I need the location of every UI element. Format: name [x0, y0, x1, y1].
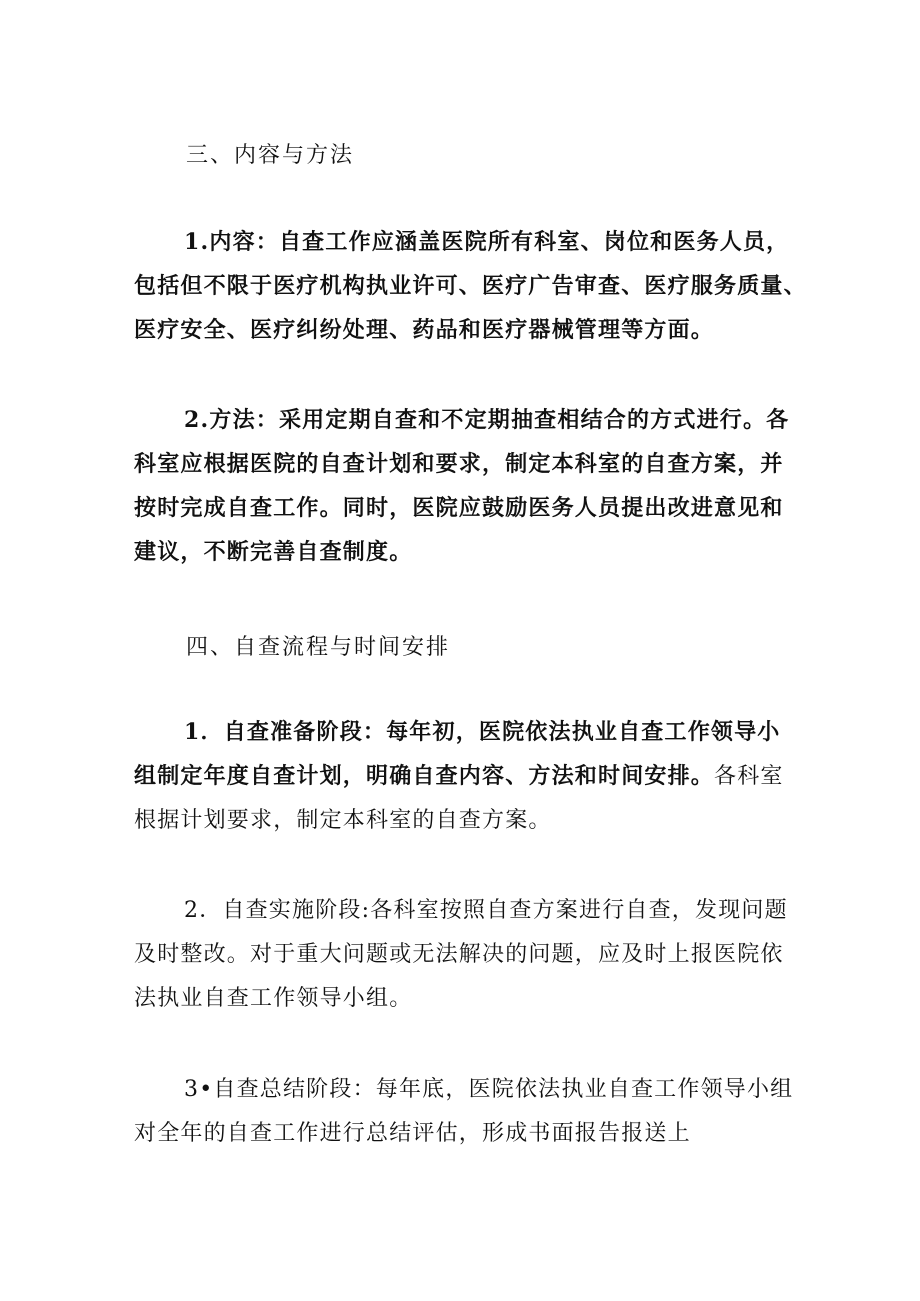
paragraph-line: 科室应根据医院的自查计划和要求，制定本科室的自查方案，并	[134, 451, 784, 477]
paragraph-line-bold-part: 组制定年度自查计划，明确自查内容、方法和时间安排。	[134, 763, 715, 789]
paragraph-line: 3•自查总结阶段：每年底，医院依法执业自查工作领导小组	[184, 1077, 794, 1102]
paragraph-implementation-stage	[134, 889, 814, 1021]
paragraph-line: 1．自查准备阶段：每年初，医院依法执业自查工作领导小	[184, 719, 781, 745]
paragraph-line: 2．自查实施阶段:各科室按照自查方案进行自查，发现问题	[184, 898, 788, 923]
paragraph-line: 按时完成自查工作。同时，医院应鼓励医务人员提出改进意见和	[134, 495, 784, 521]
paragraph-line	[134, 754, 814, 799]
paragraph-line: 1.内容：自查工作应涵盖医院所有科室、岗位和医务人员，	[184, 229, 790, 255]
paragraph-line: 包括但不限于医疗机构执业许可、医疗广告审查、医疗服务质量、	[134, 273, 807, 299]
paragraph-line: 对全年的自查工作进行总结评估，形成书面报告报送上	[134, 1121, 691, 1146]
paragraph-content	[134, 220, 814, 352]
paragraph-line: 根据计划要求，制定本科室的自查方案。	[134, 808, 552, 833]
section-heading-process-schedule: 四、自查流程与时间安排	[186, 635, 451, 660]
section-heading-content-methods: 三、内容与方法	[186, 143, 355, 168]
paragraph-line: 建议，不断完善自查制度。	[134, 539, 413, 565]
paragraph-summary-stage	[134, 1068, 814, 1156]
paragraph-line-regular-part: 各科室	[714, 764, 784, 789]
paragraph-line: 及时整改。对于重大问题或无法解决的问题，应及时上报医院依	[134, 942, 784, 967]
paragraph-methods	[134, 398, 814, 574]
paragraph-preparation-stage	[134, 710, 814, 843]
paragraph-line: 法执业自查工作领导小组。	[134, 986, 413, 1011]
paragraph-line: 医疗安全、医疗纠纷处理、药品和医疗器械管理等方面。	[134, 317, 715, 343]
paragraph-line: 2.方法：采用定期自查和不定期抽查相结合的方式进行。各	[184, 407, 790, 433]
